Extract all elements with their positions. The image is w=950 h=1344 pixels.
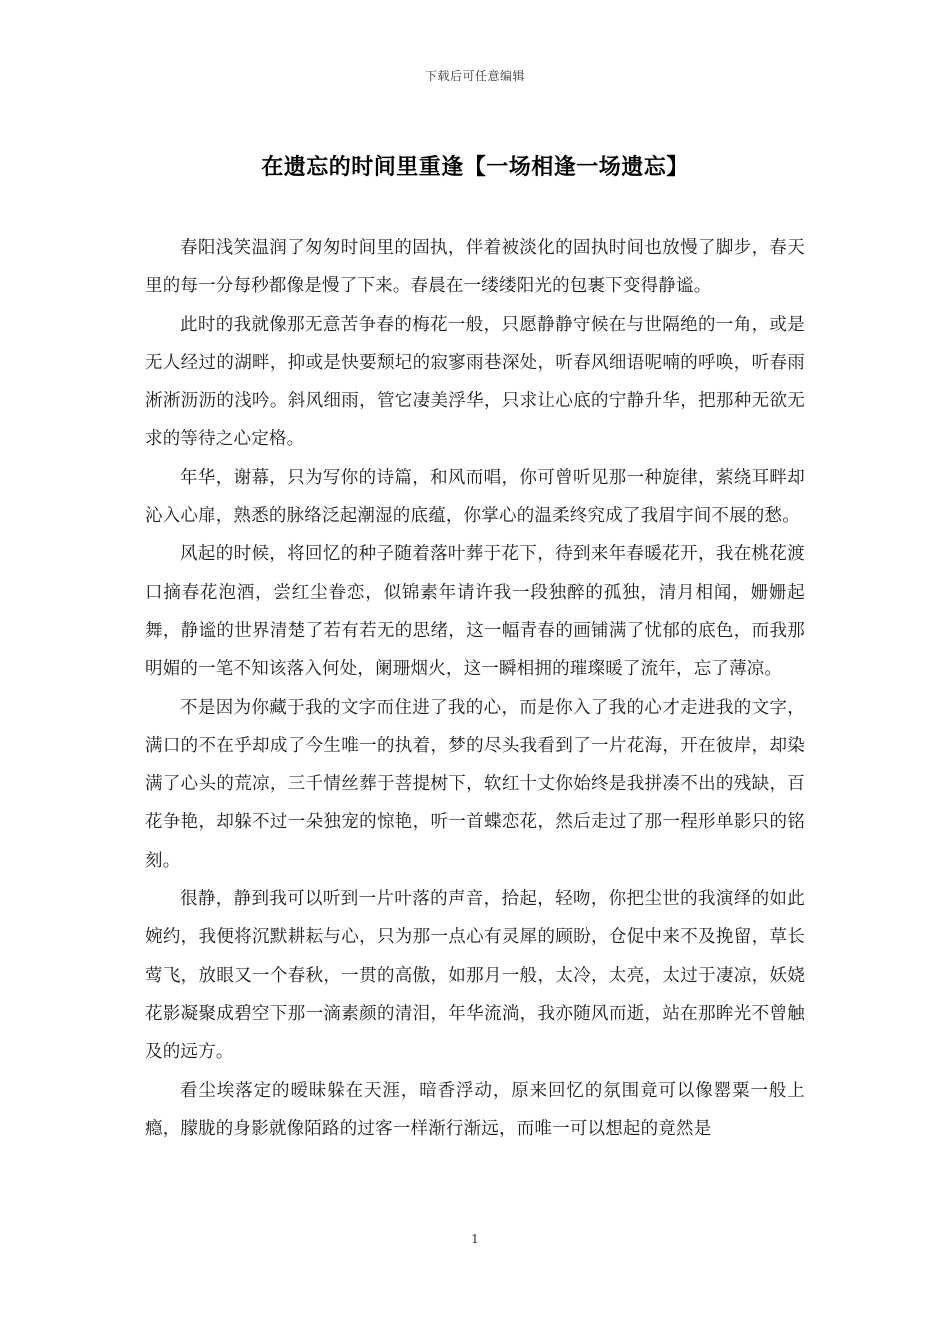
paragraph: 看尘埃落定的暧昧躲在天涯，暗香浮动，原来回忆的氛围竟可以像罂粟一般上瘾，朦胧的身影就像陌路的过客一样渐行渐远，而唯一可以想起的竟然是 (145, 1080, 805, 1139)
document-title: 在遗忘的时间里重逢【一场相逢一场遗忘】 (261, 154, 689, 180)
paragraph: 年华，谢幕，只为写你的诗篇，和风而唱，你可曾听见那一种旋律，萦绕耳畔却沁入心扉，熟悉的脉络泛起潮湿的底蕴，你掌心的温柔终究成了我眉宇间不展的愁。 (145, 467, 805, 527)
document-body (145, 229, 805, 1148)
page-number: 1 (471, 1232, 479, 1246)
paragraph: 此时的我就像那无意苦争春的梅花一般，只愿静静守候在与世隔绝的一角，或是无人经过的湖畔，抑或是快要颓圮的寂寥雨巷深处，听春风细语呢喃的呼唤，听春雨淅淅沥沥的浅吟。斜风细雨，管它凄美浮华，只求让心底的宁静升华，把那种无欲无求的等待之心定格。 (145, 314, 805, 450)
paragraph: 很静，静到我可以听到一片叶落的声音，拾起，轻吻，你把尘世的我演绎的如此婉约，我便将沉默耕耘与心，只为那一点心有灵犀的顾盼，仓促中来不及挽留，草长莺飞，放眼又一个春秋，一贯的高傲，如那月一般，太冷，太亮，太过于凄凉，妖娆花影凝聚成碧空下那一滴素颜的清泪，年华流淌，我亦随风而逝，站在那眸光不曾触及的远方。 (145, 889, 805, 1063)
paragraph: 春阳浅笑温润了匆匆时间里的固执，伴着被淡化的固执时间也放慢了脚步，春天里的每一分每秒都像是慢了下来。春晨在一缕缕阳光的包裹下变得静谧。 (145, 238, 805, 297)
page-header: 下载后可任意编辑 (424, 69, 525, 83)
paragraph: 风起的时候，将回忆的种子随着落叶葬于花下，待到来年春暖花开，我在桃花渡口摘春花泡酒，尝红尘眷恋，似锦素年请许我一段独醉的孤独，清月相闻，姗姗起舞，静谧的世界清楚了若有若无的思绪，这一幅青春的画铺满了忧郁的底色，而我那明媚的一笔不知该落入何处，阑珊烟火，这一瞬相拥的璀璨暖了流年，忘了薄凉。 (145, 544, 805, 680)
paragraph: 不是因为你藏于我的文字而住进了我的心，而是你入了我的心才走进我的文字，满口的不在乎却成了今生唯一的执着，梦的尽头我看到了一片花海，开在彼岸，却染满了心头的荒凉，三千情丝葬于菩提树下，软红十丈你始终是我拼凑不出的残缺，百花争艳，却躲不过一朵独宠的惊艳，听一首蝶恋花，然后走过了那一程形单影只的铭刻。 (145, 697, 805, 871)
